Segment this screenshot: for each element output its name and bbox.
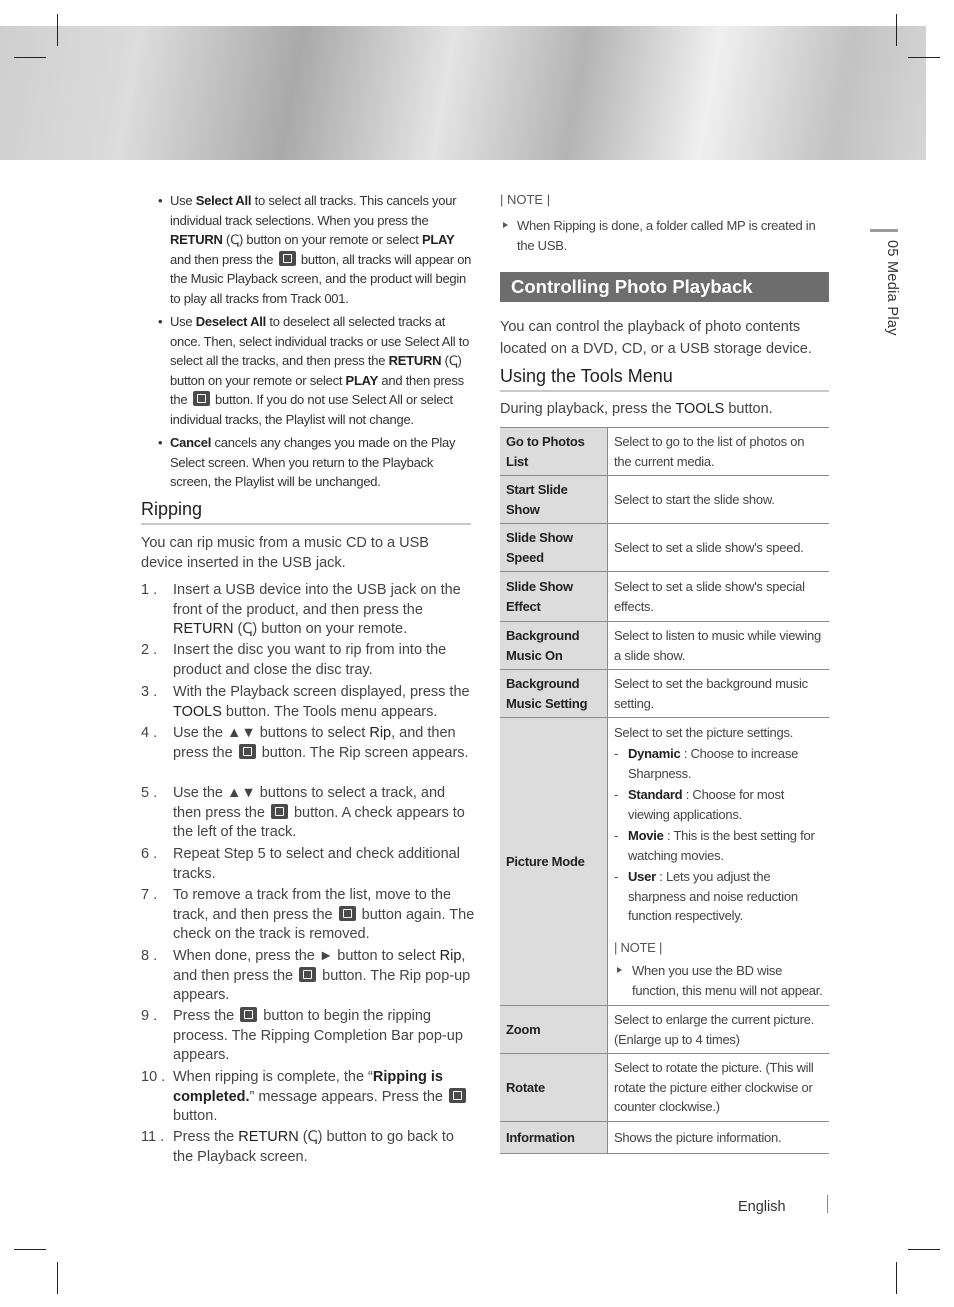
step-7: 7 . To remove a track from the list, move to the track, and then press the button again. The check on the track is removed. [141, 887, 475, 942]
table-value: Select to go to the list of photos on the current media. [608, 428, 830, 476]
step-2: 2 . Insert the disc you want to rip from into the product and close the disc tray. [141, 642, 447, 678]
bullet-deselect-all: • Use Deselect All to deselect all selected tracks at once. Then, select individual tracks or use Select All to select all the tracks, and then press the RETURN (ↅ) button on your remote or select PLAY and then press the button. If you do not use Select All or select individual tracks, the Playlist will not change. [158, 314, 470, 427]
table-key: Slide Show Speed [500, 524, 608, 572]
table-key: Slide Show Effect [500, 572, 608, 622]
table-row [500, 670, 829, 718]
crop-mark [14, 1249, 46, 1250]
note-label: | NOTE | [614, 939, 663, 955]
table-key: Go to Photos List [500, 428, 608, 476]
heading-rule [141, 523, 471, 525]
list-item: - Dynamic : Choose to increase Sharpness. [614, 746, 799, 781]
table-key: Rotate [500, 1054, 608, 1122]
table-key: Information [500, 1122, 608, 1154]
table-key: Background Music Setting [500, 670, 608, 718]
table-row [500, 718, 829, 1006]
table-row [500, 1122, 829, 1154]
table-key: Start Slide Show [500, 476, 608, 524]
table-key: Picture Mode [500, 718, 608, 1006]
crop-mark [14, 57, 46, 58]
tools-heading: Using the Tools Menu [500, 366, 673, 386]
table-row [500, 428, 829, 476]
table-row [500, 572, 829, 622]
table-value: Select to set the picture settings. [614, 724, 794, 740]
tools-intro: During playback, press the TOOLS button. [500, 401, 773, 417]
step-5: 5 . Use the ▲▼ buttons to select a track, and then press the button. A check appears to the left of the track. [141, 785, 465, 840]
table-key: Zoom [500, 1006, 608, 1054]
triangle-bullet-icon [503, 222, 508, 228]
ripping-intro: You can rip music from a music CD to a USB device inserted in the USB jack. [141, 535, 429, 571]
enter-button-icon [193, 391, 210, 406]
list-item: - User : Lets you adjust the sharpness and noise reduction function respectively. [614, 869, 798, 924]
enter-button-icon [339, 906, 356, 921]
triangle-bullet-icon [617, 967, 622, 973]
table-value: Select to rotate the picture. (This will rotate the picture either clockwise or counter clockwise.) [608, 1054, 830, 1122]
enter-button-icon [239, 744, 256, 759]
step-6: 6 . Repeat Step 5 to select and check additional tracks. [141, 846, 460, 882]
crop-mark [896, 14, 897, 46]
note-item: When Ripping is done, a folder called MP is created in the USB. [500, 216, 830, 255]
picture-mode-cell [608, 718, 830, 1006]
footer-divider [827, 1195, 828, 1213]
table-row [500, 622, 829, 670]
table-value: Select to set the background music setting. [608, 670, 830, 718]
table-row [500, 1054, 829, 1122]
chapter-tab-label: 05 Media Play [884, 240, 900, 336]
enter-button-icon [271, 804, 288, 819]
ripping-heading: Ripping [141, 499, 203, 519]
step-8: 8 . When done, press the ► button to select Rip, and then press the button. The Rip pop-up appears. [141, 948, 471, 1003]
bullet-cancel: • Cancel cancels any changes you made on the Play Select screen. When you return to the Playback screen, the Playlist will be unchanged. [158, 435, 456, 489]
table-value: Select to listen to music while viewing a slide show. [608, 622, 830, 670]
heading-rule [500, 390, 829, 392]
crop-mark [896, 1262, 897, 1294]
table-row [500, 1006, 829, 1054]
step-4: 4 . Use the ▲▼ buttons to select Rip, and then press the button. The Rip screen appears. [141, 725, 469, 761]
table-value: Select to set a slide show's speed. [608, 524, 830, 572]
crop-mark [57, 1262, 58, 1294]
table-value: Select to set a slide show's special effects. [608, 572, 830, 622]
chapter-tab-marker [870, 229, 898, 232]
enter-button-icon [299, 967, 316, 982]
table-value: Select to enlarge the current picture. (Enlarge up to 4 times) [608, 1006, 830, 1054]
bullet-select-all: • Use Select All to select all tracks. This cancels your individual track selections. When you press the RETURN (ↅ) button on your remote or select PLAY and then press the button, all tracks will appear on the Music Playback screen, and the product will begin to play all tracks from Track 001. [158, 193, 472, 306]
step-9: 9 . Press the button to begin the ripping process. The Ripping Completion Bar pop-up appears. [141, 1008, 463, 1063]
table-value: Select to start the slide show. [608, 476, 830, 524]
enter-button-icon [449, 1088, 466, 1103]
table-row [500, 524, 829, 572]
list-item: - Movie : This is the best setting for watching movies. [614, 828, 815, 863]
crop-mark [908, 1249, 940, 1250]
crop-mark [57, 14, 58, 46]
section-title: Controlling Photo Playback [511, 276, 753, 297]
table-key: Background Music On [500, 622, 608, 670]
list-item: - Standard : Choose for most viewing applications. [614, 787, 785, 822]
enter-button-icon [279, 251, 296, 266]
enter-button-icon [240, 1007, 257, 1022]
photo-intro: You can control the playback of photo contents located on a DVD, CD, or a USB storage device. [500, 319, 812, 357]
step-11: 11 . Press the RETURN (ↅ) button to go back to the Playback screen. [141, 1129, 454, 1165]
table-value: Shows the picture information. [608, 1122, 830, 1154]
tools-menu-table [500, 427, 829, 1154]
crop-mark [908, 57, 940, 58]
step-1: 1 . Insert a USB device into the USB jack on the front of the product, and then press the RETURN (ↅ) button on your remote. [141, 582, 461, 637]
table-row [500, 476, 829, 524]
footer-language: English [738, 1199, 786, 1215]
step-3: 3 . With the Playback screen displayed, press the TOOLS button. The Tools menu appears. [141, 684, 470, 720]
section-title-bar [500, 272, 829, 302]
note-label: | NOTE | [500, 192, 551, 207]
step-10: 10 . When ripping is complete, the “Ripping is completed.” message appears. Press the button. [141, 1068, 475, 1127]
header-banner [0, 26, 926, 160]
note-item: When you use the BD wise function, this menu will not appear. [614, 961, 823, 1000]
